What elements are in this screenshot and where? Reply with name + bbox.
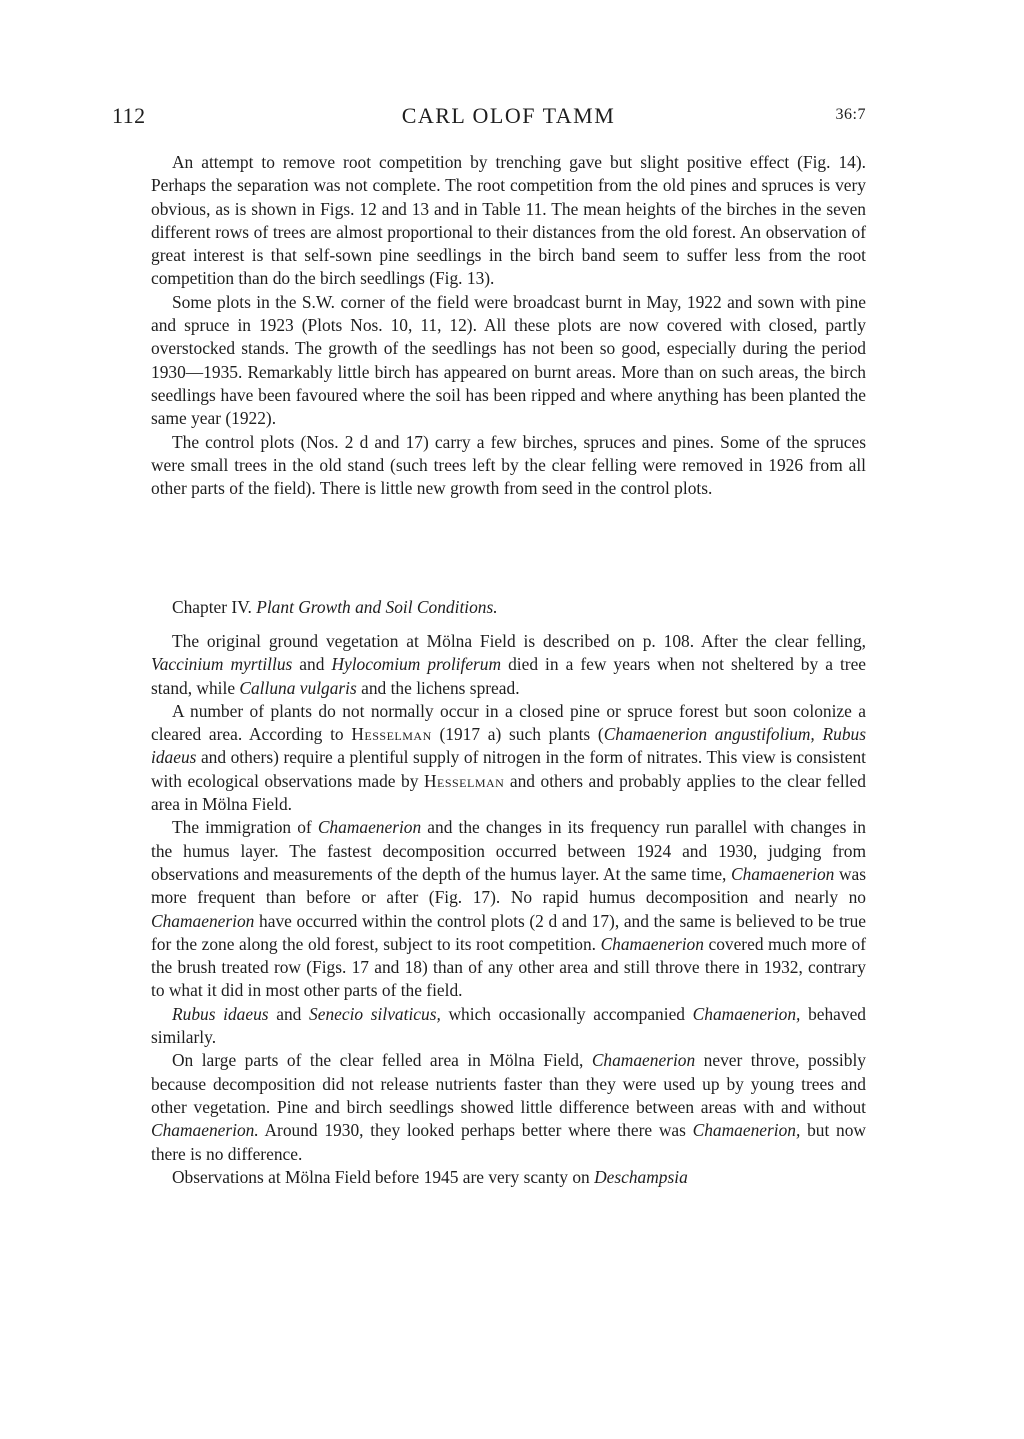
paragraph: Observations at Mölna Field before 1945 are very scanty on Deschampsia — [172, 1166, 688, 1187]
paragraph: A number of plants do not normally occur in a closed pine or spruce forest but soon colonize a cleared area. According to Hesselman (1917 a) such plants (Chamaenerion angustifolium, Rubus idaeus and others) require a plentiful supply of nitrogen in the form of nitrates. This view is consistent with ecological observations made by Hesselman and others and probably applies to the clear felled area in Mölna Field. — [151, 700, 866, 815]
species-name: Chamaenerion — [730, 863, 835, 884]
paragraph: Some plots in the S.W. corner of the field were broadcast burnt in May, 1922 and sown with pine and spruce in 1923 (Plots Nos. 10, 11, 12). All these plots are now covered with closed, partly overstocked stands. The growth of the seedlings has not been so good, especially during the period 1930—1935. Remarkably little birch has appeared on burnt areas. More than on such areas, the birch seedlings have been favoured where the soil has been ripped and where anything has been planted the same year (1922). — [151, 291, 866, 429]
volume-number: 36:7 — [835, 106, 866, 123]
section-stand-development — [151, 151, 866, 500]
species-name: Hylocomium proliferum — [331, 654, 502, 675]
paragraph: The immigration of Chamaenerion and the changes in its frequency run parallel with changes in the humus layer. The fastest decomposition occurred between 1924 and 1930, judging from observations and measurements of the depth of the humus layer. At the same time, Chamaenerion was more frequent than before or after (Fig. 17). No rapid humus decomposition and nearly no Chamaenerion have occurred within the control plots (2 d and 17), and the same is believed to be true for the zone along the old forest, subject to its root competition. Chamaenerion covered much more of the brush treated row (Figs. 17 and 18) than of any other area and still throve there in 1932, contrary to what it did in most other parts of the field. — [151, 817, 866, 1001]
species-name: Senecio silvaticus, — [309, 1003, 441, 1024]
chapter-label: Chapter IV. — [172, 597, 252, 617]
species-name: Chamaenerion — [151, 910, 255, 931]
species-name: Chamaenerion, — [692, 1120, 801, 1141]
section-plant-growth — [151, 630, 866, 1189]
species-name: Chamaenerion, — [692, 1003, 801, 1024]
species-name: Chamaenerion — [317, 817, 422, 838]
chapter-title: Plant Growth and Soil Conditions. — [256, 597, 498, 617]
author-name: Hesselman — [351, 724, 432, 745]
author-name: Hesselman — [423, 770, 505, 791]
chapter-heading — [172, 596, 498, 619]
paragraph: On large parts of the clear felled area in Mölna Field, Chamaenerion never throve, possibly because decomposition did not release nutrients faster than they were used up by young trees and other vegetation. Pine and birch seedlings showed little difference between areas with and without Chamaenerion. Around 1930, they looked perhaps better where there was Chamaenerion, but now there is no difference. — [151, 1050, 866, 1164]
paragraph: The original ground vegetation at Mölna Field is described on p. 108. After the clear felling, Vaccinium myrtillus and Hylocomium proliferum died in a few years when not sheltered by a tree stand, while Calluna vulgaris and the lichens spread. — [151, 631, 867, 698]
species-name: Chamaenerion — [600, 933, 704, 954]
species-name: Rubus idaeus — [172, 1003, 269, 1024]
species-name: Vaccinium myrtillus — [151, 654, 293, 675]
running-head — [112, 103, 866, 133]
species-name: Chamaenerion angustifolium, Rubus idaeus — [151, 724, 866, 768]
paragraph: An attempt to remove root competition by trenching gave but slight positive effect (Fig. 14). Perhaps the separation was not complete. The root competition from the old pines and spruces is very obvious, as is shown in Figs. 12 and 13 and in Table 11. The mean heights of the birches in the seven different rows of trees are almost proportional to their distances from the old forest. An observation of great interest is that self-sown pine seedlings in the birch band seem to suffer less from the root competition than do the birch seedlings (Fig. 13). — [151, 152, 866, 289]
species-name: Chamaenerion. — [151, 1120, 259, 1141]
page-number: 112 — [112, 103, 146, 128]
running-title: CARL OLOF TAMM — [401, 103, 616, 128]
paragraph: The control plots (Nos. 2 d and 17) carry a few birches, spruces and pines. Some of the spruces were small trees in the old stand (such trees left by the clear felling were removed in 1926 from all other parts of the field). There is little new growth from seed in the control plots. — [151, 431, 866, 499]
species-name: Calluna vulgaris — [239, 677, 357, 698]
paragraph: Rubus idaeus and Senecio silvaticus, which occasionally accompanied Chamaenerion, behaved similarly. — [151, 1003, 867, 1048]
species-name: Deschampsia — [594, 1166, 688, 1187]
species-name: Chamaenerion — [591, 1050, 696, 1071]
